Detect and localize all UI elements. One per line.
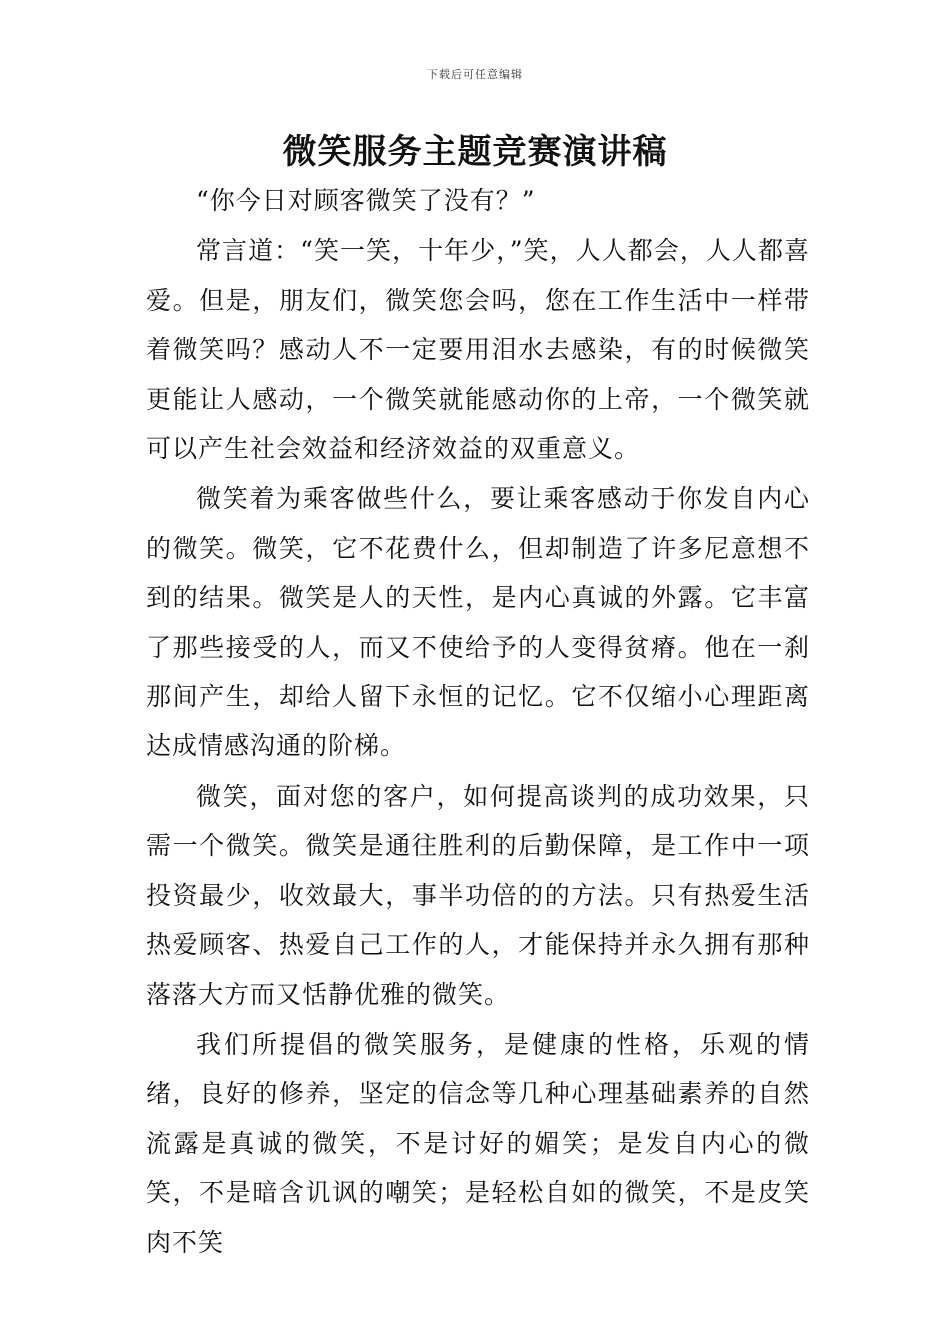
paragraph-4: 我们所提倡的微笑服务，是健康的性格，乐观的情绪，良好的修养，坚定的信念等几种心理基础素养的自然流露是真诚的微笑，不是讨好的媚笑；是发自内心的微笑，不是暗含讥讽的嘲笑；是轻松自如的微笑，不是皮笑肉不笑 — [146, 1029, 810, 1257]
header-note: 下载后可任意编辑 — [427, 68, 523, 81]
paragraph-1: 常言道：“笑一笑，十年少，”笑，人人都会，人人都喜爱。但是，朋友们，微笑您会吗，您在工作生活中一样带着微笑吗？感动人不一定要用泪水去感染，有的时候微笑更能让人感动，一个微笑就能感动你的上帝，一个微笑就可以产生社会效益和经济效益的双重意义。 — [146, 236, 810, 464]
page-title: 微笑服务主题竞赛演讲稿 — [282, 132, 668, 172]
paragraph-2: 微笑着为乘客做些什么，要让乘客感动于你发自内心的微笑。微笑，它不花费什么，但却制造了许多尼意想不到的结果。微笑是人的天性，是内心真诚的外露。它丰富了那些接受的人，而又不使给予的人变得贫瘠。他在一刹那间产生，却给人留下永恒的记忆。它不仅缩小心理距离达成情感沟通的阶梯。 — [146, 484, 810, 761]
document-body — [146, 176, 810, 1268]
paragraph-3: 微笑，面对您的客户，如何提高谈判的成功效果，只需一个微笑。微笑是通往胜利的后勤保障，是工作中一项投资最少，收效最大，事半功倍的的方法。只有热爱生活热爱顾客、热爱自己工作的人，才能保持并永久拥有那种落落大方而又恬静优雅的微笑。 — [146, 781, 810, 1009]
paragraph-quote: “你今日对顾客微笑了没有？” — [196, 186, 536, 215]
